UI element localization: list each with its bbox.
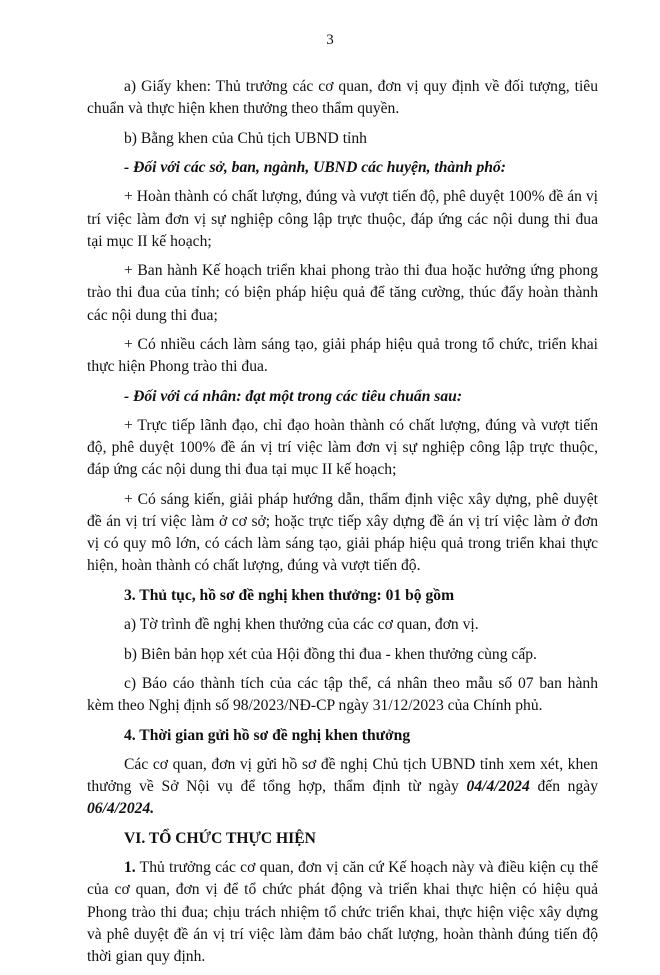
submission-text-a: Các cơ quan, đơn vị gửi hồ sơ đề nghị Chủ tịch UBND tỉnh xem xét, khen thưởng về Sở Nội vụ để tổng hợp, thẩm định từ ngày <box>87 755 598 796</box>
implementation-text: Thủ trưởng các cơ quan, đơn vị căn cứ Kế hoạch này và điều kiện cụ thể của cơ quan, đơn vị để tổ chức phát động và triển khai thực hiện có hiệu quả Phong trào thi đua; chịu trách nhiệm tổ chức triển khai, thực hiện việc xây dựng và phê duyệt đề án vị trí việc làm đảm bảo chất lượng, hoàn thành đúng tiến độ thời gian quy định. <box>87 859 598 965</box>
paragraph-giay-khen: a) Giấy khen: Thủ trưởng các cơ quan, đơn vị quy định về đối tượng, tiêu chuẩn và thực hiện khen thưởng theo thẩm quyền. <box>87 78 598 118</box>
submission-start-date: 04/4/2024 <box>466 778 530 796</box>
dossier-item-b: b) Biên bản họp xét của Hội đồng thi đua - khen thưởng cùng cấp. <box>124 645 537 663</box>
dossier-item-a: a) Tờ trình đề nghị khen thưởng của các cơ quan, đơn vị. <box>124 616 479 634</box>
submission-end-date: 06/4/2024. <box>87 800 155 818</box>
criterion-org-3: + Có nhiều cách làm sáng tạo, giải pháp hiệu quả trong tổ chức, triển khai thực hiện Phong trào thi đua. <box>87 335 598 376</box>
submission-text-b: đến ngày <box>529 778 598 796</box>
subheading-organizations: - Đối với các sở, ban, ngành, UBND các huyện, thành phố: <box>124 158 506 176</box>
paragraph-implementation-1 <box>87 857 598 968</box>
section-heading-4: 4. Thời gian gửi hồ sơ đề nghị khen thưởng <box>124 726 411 744</box>
criterion-individual-1: + Trực tiếp lãnh đạo, chỉ đạo hoàn thành có chất lượng, đúng và vượt tiến độ, phê duyệt 100% đề án vị trí việc làm đơn vị sự nghiệp công lập trực thuộc, đáp ứng các nội dung thi đua tại mục II kế hoạch; <box>87 416 598 479</box>
paragraph-submission-time <box>87 754 598 821</box>
page-number: 3 <box>326 32 334 48</box>
section-heading-3: 3. Thủ tục, hồ sơ đề nghị khen thưởng: 01 bộ gồm <box>124 586 455 604</box>
dossier-item-c: c) Báo cáo thành tích của các tập thể, cá nhân theo mẫu số 07 ban hành kèm theo Nghị định số 98/2023/NĐ-CP ngày 31/12/2023 của Chính phủ. <box>87 674 598 715</box>
paragraph-bang-khen: b) Bằng khen của Chủ tịch UBND tỉnh <box>124 129 367 147</box>
criterion-org-1: + Hoàn thành có chất lượng, đúng và vượt tiến độ, phê duyệt 100% đề án vị trí việc làm đơn vị sự nghiệp công lập trực thuộc, đáp ứng các nội dung thi đua tại mục II kế hoạch; <box>87 188 598 250</box>
section-heading-vi: VI. TỔ CHỨC THỰC HIỆN <box>124 829 316 847</box>
implementation-number: 1. <box>124 859 136 877</box>
document-body <box>87 76 598 975</box>
criterion-org-2: + Ban hành Kế hoạch triển khai phong trào thi đua hoặc hưởng ứng phong trào thi đua của tỉnh; có biện pháp hiệu quả để tăng cường, thúc đẩy hoàn thành các nội dung thi đua; <box>87 262 598 324</box>
subheading-individuals: - Đối với cá nhân: đạt một trong các tiêu chuẩn sau: <box>124 387 463 405</box>
criterion-individual-2: + Có sáng kiến, giải pháp hướng dẫn, thẩm định việc xây dựng, phê duyệt đề án vị trí việc làm ở cơ sở; hoặc trực tiếp xây dựng đề án vị trí việc làm ở đơn vị có quy mô lớn, có cách làm sáng tạo, giải pháp hiệu quả trong triển khai thực hiện, hoàn thành có chất lượng, đúng và vượt tiến độ. <box>87 490 598 575</box>
